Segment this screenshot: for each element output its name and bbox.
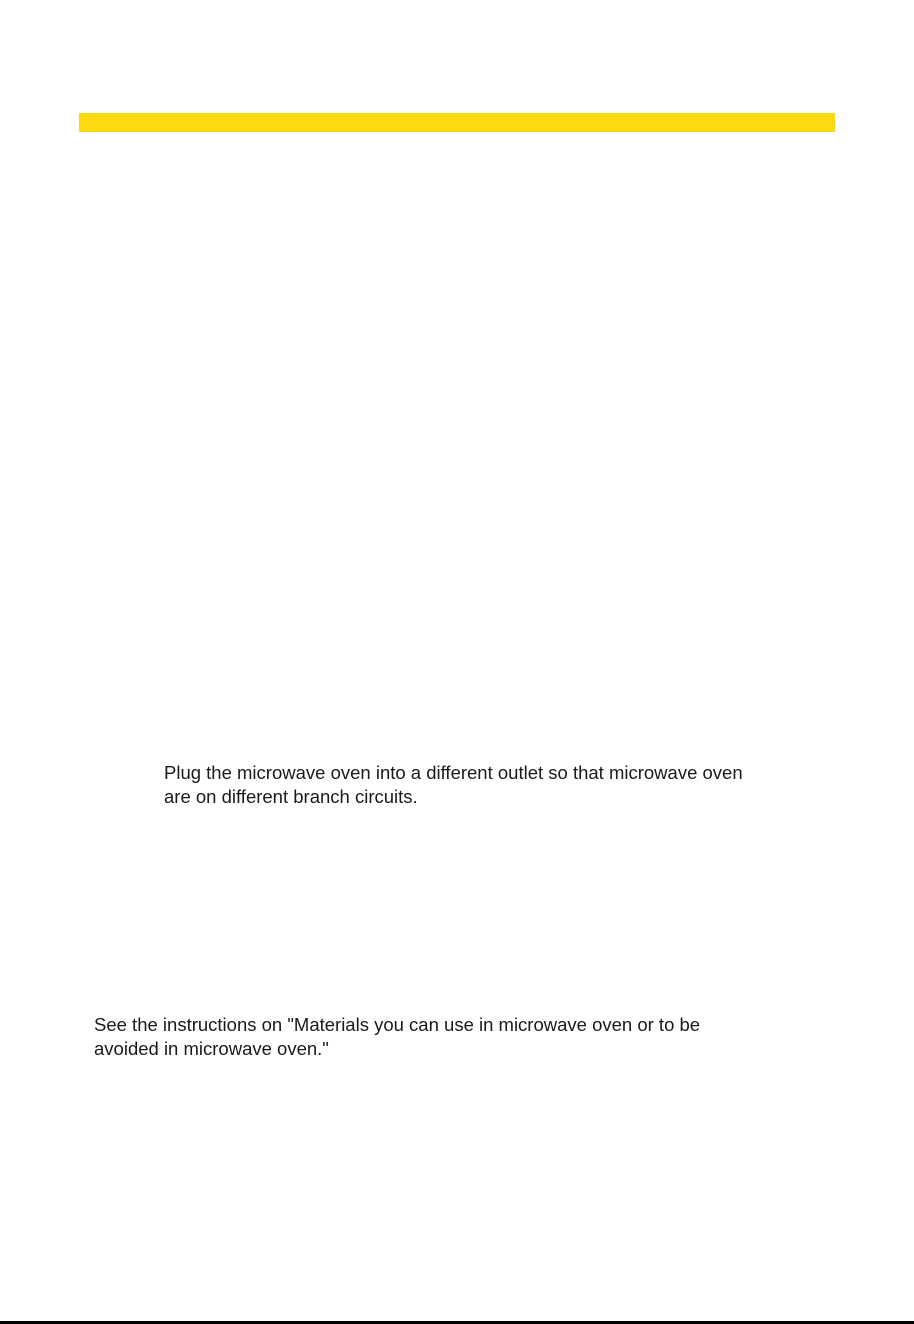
materials-instruction-text <box>94 1013 700 1061</box>
outlet-instruction-line-2: are on different branch circuits. <box>164 786 418 807</box>
section-header-bar <box>79 113 835 132</box>
materials-instruction-line-2: avoided in microwave oven." <box>94 1038 329 1059</box>
outlet-instruction-line-1: Plug the microwave oven into a different outlet so that microwave oven <box>164 762 743 783</box>
outlet-instruction-text <box>164 761 743 809</box>
materials-instruction-line-1: See the instructions on "Materials you can use in microwave oven or to be <box>94 1014 701 1035</box>
